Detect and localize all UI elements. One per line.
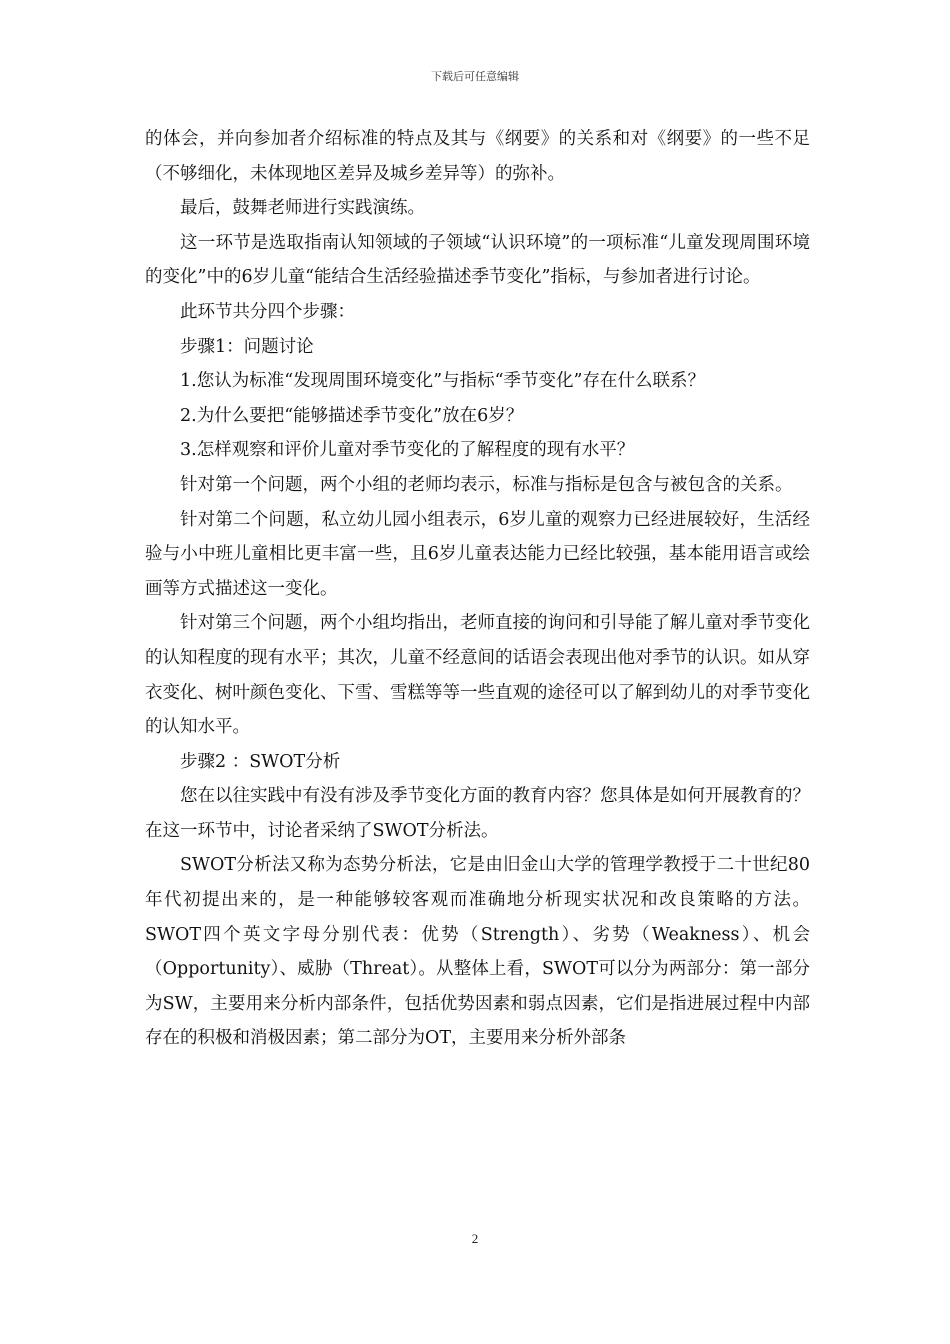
paragraph: 您在以往实践中有没有涉及季节变化方面的教育内容？您具体是如何开展教育的？在这一环节中，讨论者采纳了SWOT分析法。 (145, 786, 810, 841)
paragraph: SWOT分析法又称为态势分析法，它是由旧金山大学的管理学教授于二十世纪80年代初提出来的，是一种能够较客观而准确地分析现实状况和改良策略的方法。SWOT四个英文字母分别代表：优势（Strength）、劣势（Weakness）、机会（Opportunity）、威胁（Threat）。从整体上看，SWOT可以分为两部分：第一部分为SW，主要用来分析内部条件，包括优势因素和弱点因素，它们是指进展过程中内部存在的积极和消极因素；第二部分为OT，主要用来分析外部条 (145, 855, 810, 1049)
paragraph: 针对第三个问题，两个小组均指出，老师直接的询问和引导能了解儿童对季节变化的认知程度的现有水平；其次，儿童不经意间的话语会表现出他对季节的认识。如从穿衣变化、树叶颜色变化、下雪、雪糕等等一些直观的途径可以了解到幼儿的对季节变化的认知水平。 (145, 613, 810, 738)
paragraph: 此环节共分四个步骤： (180, 301, 355, 322)
page-number: 2 (471, 1231, 479, 1246)
step-heading: 步骤1：问题讨论 (180, 336, 314, 357)
paragraph: 最后，鼓舞老师进行实践演练。 (180, 198, 425, 219)
question-item: 2.为什么要把“能够描述季节变化”放在6岁？ (180, 405, 524, 426)
paragraph: 针对第一个问题，两个小组的老师均表示，标准与指标是包含与被包含的关系。 (180, 474, 793, 495)
step-heading: 步骤2 ：SWOT分析 (180, 751, 341, 772)
paragraph: 这一环节是选取指南认知领域的子领域“认识环境”的一项标准“儿童发现周围环境的变化”中的6岁儿童“能结合生活经验描述季节变化”指标，与参加者进行讨论。 (145, 232, 810, 288)
question-item: 1.您认为标准“发现周围环境变化”与指标“季节变化”存在什么联系？ (180, 371, 705, 392)
paragraph: 的体会，并向参加者介绍标准的特点及其与《纲要》的关系和对《纲要》的一些不足（不够细化，未体现地区差异及城乡差异等）的弥补。 (145, 129, 810, 184)
document-body (145, 122, 810, 1056)
page-header: 下载后可任意编辑 (431, 70, 519, 83)
paragraph: 针对第二个问题，私立幼儿园小组表示，6岁儿童的观察力已经进展较好，生活经验与小中班儿童相比更丰富一些，且6岁儿童表达能力已经比较强，基本能用语言或绘画等方式描述这一变化。 (145, 509, 810, 599)
question-item: 3.怎样观察和评价儿童对季节变化的了解程度的现有水平？ (180, 440, 635, 461)
